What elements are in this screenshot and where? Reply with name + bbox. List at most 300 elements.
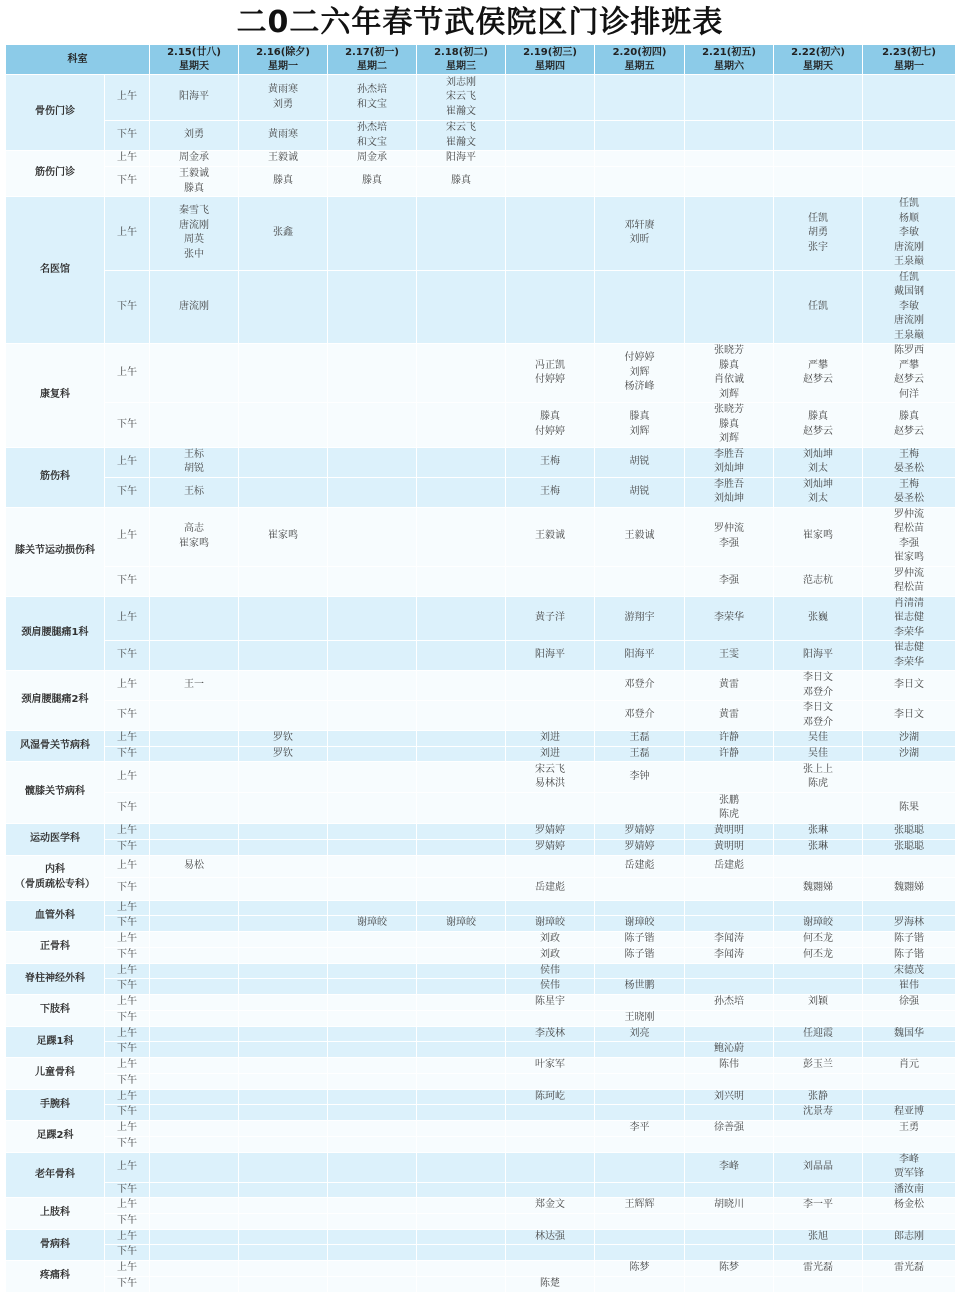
doctor-cell	[595, 900, 685, 916]
doctor-cell: 何丕龙	[774, 932, 863, 948]
doctor-cell	[150, 746, 239, 762]
doctor-cell	[417, 995, 506, 1011]
doctor-cell	[417, 1010, 506, 1026]
schedule-row	[6, 566, 956, 596]
schedule-row	[6, 75, 956, 121]
doctor-cell	[863, 151, 956, 167]
period-label: 上午	[105, 1152, 150, 1182]
dept-name: 手腕科	[6, 1089, 105, 1121]
period-label: 上午	[105, 1198, 150, 1214]
doctor-cell: 王标 胡锐	[150, 447, 239, 477]
period-label: 下午	[105, 1010, 150, 1026]
doctor-cell	[774, 1010, 863, 1026]
doctor-cell	[239, 963, 328, 979]
doctor-cell: 陈子锴	[863, 947, 956, 963]
doctor-cell	[417, 932, 506, 948]
doctor-cell: 沈景寿	[774, 1105, 863, 1121]
doctor-cell	[150, 1182, 239, 1198]
doctor-cell	[774, 793, 863, 824]
dept-name: 颈肩腰腿痛1科	[6, 596, 105, 671]
doctor-cell	[150, 877, 239, 900]
doctor-cell	[595, 121, 685, 151]
doctor-cell	[774, 855, 863, 877]
schedule-row	[6, 641, 956, 671]
doctor-cell	[239, 1089, 328, 1105]
doctor-cell	[595, 877, 685, 900]
period-label: 下午	[105, 477, 150, 507]
schedule-row	[6, 1026, 956, 1042]
doctor-cell: 唐流刚	[150, 270, 239, 344]
period-label: 下午	[105, 1182, 150, 1198]
doctor-cell: 王标	[150, 477, 239, 507]
doctor-cell: 胡锐	[595, 477, 685, 507]
dept-name: 足踝2科	[6, 1121, 105, 1153]
doctor-cell: 谢璋皎	[328, 916, 417, 932]
doctor-cell	[150, 1121, 239, 1137]
doctor-cell: 杨金松	[863, 1198, 956, 1214]
doctor-cell	[150, 344, 239, 403]
doctor-cell: 李日文	[863, 701, 956, 731]
doctor-cell: 王毅诚	[506, 507, 595, 566]
period-label: 上午	[105, 1058, 150, 1074]
doctor-cell: 滕真 赵梦云	[863, 403, 956, 448]
doctor-cell	[328, 1121, 417, 1137]
doctor-cell: 阳海平	[150, 75, 239, 121]
schedule-row	[6, 1276, 956, 1292]
doctor-cell	[417, 1089, 506, 1105]
period-label: 下午	[105, 1136, 150, 1152]
doctor-cell: 李一平	[774, 1198, 863, 1214]
doctor-cell: 邓轩赓 刘昕	[595, 197, 685, 271]
doctor-cell: 张旭	[774, 1229, 863, 1245]
doctor-cell	[685, 167, 774, 197]
doctor-cell	[239, 1229, 328, 1245]
period-label: 上午	[105, 197, 150, 271]
doctor-cell: 罗婧婷	[595, 824, 685, 840]
doctor-cell	[595, 1136, 685, 1152]
doctor-cell: 程亚博	[863, 1105, 956, 1121]
dept-name: 髋膝关节病科	[6, 762, 105, 824]
doctor-cell: 张巍	[774, 596, 863, 641]
period-label: 上午	[105, 671, 150, 701]
dept-name: 颈肩腰腿痛2科	[6, 671, 105, 731]
doctor-cell	[685, 197, 774, 271]
doctor-cell	[328, 762, 417, 793]
doctor-cell: 刘颖	[774, 995, 863, 1011]
doctor-cell	[595, 1058, 685, 1074]
period-label: 上午	[105, 932, 150, 948]
doctor-cell	[150, 762, 239, 793]
doctor-cell	[863, 1245, 956, 1261]
doctor-cell	[239, 1245, 328, 1261]
doctor-cell: 任凯 胡勇 张宇	[774, 197, 863, 271]
doctor-cell: 李胜吾 刘灿坤	[685, 477, 774, 507]
period-label: 上午	[105, 447, 150, 477]
doctor-cell: 罗钦	[239, 731, 328, 747]
page-title: 二0二六年春节武侯院区门诊排班表	[236, 5, 724, 40]
doctor-cell	[863, 121, 956, 151]
doctor-cell: 崔家鸣	[774, 507, 863, 566]
period-label: 上午	[105, 731, 150, 747]
doctor-cell	[328, 1026, 417, 1042]
doctor-cell	[417, 1121, 506, 1137]
dept-name: 骨病科	[6, 1229, 105, 1261]
doctor-cell	[239, 671, 328, 701]
doctor-cell	[506, 1121, 595, 1137]
period-label: 上午	[105, 1089, 150, 1105]
period-label: 上午	[105, 1229, 150, 1245]
doctor-cell	[328, 507, 417, 566]
doctor-cell	[150, 1105, 239, 1121]
doctor-cell	[239, 1261, 328, 1277]
period-label: 下午	[105, 270, 150, 344]
doctor-cell: 孙杰培 和文宝	[328, 121, 417, 151]
doctor-cell	[328, 1152, 417, 1182]
doctor-cell	[685, 979, 774, 995]
doctor-cell	[239, 1026, 328, 1042]
doctor-cell: 陈伟	[685, 1058, 774, 1074]
doctor-cell	[685, 900, 774, 916]
doctor-cell	[150, 979, 239, 995]
doctor-cell: 张静	[774, 1089, 863, 1105]
doctor-cell: 沙湖	[863, 731, 956, 747]
doctor-cell	[239, 995, 328, 1011]
doctor-cell: 王勇	[863, 1121, 956, 1137]
doctor-cell	[328, 731, 417, 747]
doctor-cell: 李荣华	[685, 596, 774, 641]
date-header: 2.21(初五) 星期六	[685, 45, 774, 75]
doctor-cell	[685, 1010, 774, 1026]
doctor-cell: 宋德茂	[863, 963, 956, 979]
doctor-cell: 张聪聪	[863, 839, 956, 855]
dept-name: 老年骨科	[6, 1152, 105, 1198]
doctor-cell: 刘晶晶	[774, 1152, 863, 1182]
doctor-cell: 高志 崔家鸣	[150, 507, 239, 566]
doctor-cell	[328, 932, 417, 948]
doctor-cell	[774, 1213, 863, 1229]
doctor-cell	[328, 447, 417, 477]
doctor-cell: 杨世鹏	[595, 979, 685, 995]
dept-name: 康复科	[6, 344, 105, 448]
schedule-row	[6, 151, 956, 167]
schedule-row	[6, 1010, 956, 1026]
date-header: 2.19(初三) 星期四	[506, 45, 595, 75]
doctor-cell	[863, 75, 956, 121]
doctor-cell	[685, 270, 774, 344]
doctor-cell	[774, 167, 863, 197]
period-label: 下午	[105, 1042, 150, 1058]
doctor-cell	[417, 596, 506, 641]
doctor-cell	[595, 1229, 685, 1245]
doctor-cell	[417, 762, 506, 793]
doctor-cell	[685, 1245, 774, 1261]
doctor-cell	[239, 641, 328, 671]
doctor-cell	[328, 270, 417, 344]
doctor-cell	[328, 793, 417, 824]
doctor-cell: 冯正凯 付婷婷	[506, 344, 595, 403]
doctor-cell: 罗婧婷	[506, 824, 595, 840]
doctor-cell: 严攀 赵梦云	[774, 344, 863, 403]
period-label: 下午	[105, 1213, 150, 1229]
doctor-cell: 李闻涛	[685, 947, 774, 963]
doctor-cell	[774, 979, 863, 995]
doctor-cell: 黄雨寒	[239, 121, 328, 151]
doctor-cell: 阳海平	[774, 641, 863, 671]
doctor-cell: 李闻涛	[685, 932, 774, 948]
doctor-cell: 魏翾娣	[774, 877, 863, 900]
doctor-cell	[417, 1152, 506, 1182]
doctor-cell	[150, 932, 239, 948]
schedule-row	[6, 507, 956, 566]
doctor-cell	[417, 1213, 506, 1229]
schedule-row	[6, 1058, 956, 1074]
doctor-cell: 陈梦	[685, 1261, 774, 1277]
doctor-cell: 滕真 付婷婷	[506, 403, 595, 448]
doctor-cell: 滕真	[328, 167, 417, 197]
period-label: 上午	[105, 762, 150, 793]
doctor-cell	[417, 947, 506, 963]
doctor-cell: 李峰 贾军锋	[863, 1152, 956, 1182]
doctor-cell	[774, 900, 863, 916]
doctor-cell	[506, 900, 595, 916]
doctor-cell: 肖元	[863, 1058, 956, 1074]
doctor-cell: 刘灿坤 刘太	[774, 447, 863, 477]
schedule-row	[6, 1213, 956, 1229]
doctor-cell	[595, 1105, 685, 1121]
doctor-cell: 任凯 戴国钢 李敏 唐流刚 王泉巅	[863, 270, 956, 344]
doctor-cell	[328, 1058, 417, 1074]
doctor-cell	[328, 824, 417, 840]
doctor-cell: 王一	[150, 671, 239, 701]
doctor-cell	[328, 671, 417, 701]
doctor-cell	[417, 1182, 506, 1198]
doctor-cell	[328, 1010, 417, 1026]
doctor-cell	[328, 839, 417, 855]
doctor-cell	[685, 1105, 774, 1121]
period-label: 上午	[105, 824, 150, 840]
doctor-cell: 王雯	[685, 641, 774, 671]
doctor-cell: 陈罗西 严攀 赵梦云 何洋	[863, 344, 956, 403]
period-label: 上午	[105, 75, 150, 121]
doctor-cell	[506, 1152, 595, 1182]
doctor-cell: 王梅 晏圣松	[863, 477, 956, 507]
doctor-cell	[506, 671, 595, 701]
doctor-cell	[685, 151, 774, 167]
doctor-cell: 孙杰培	[685, 995, 774, 1011]
period-label: 下午	[105, 1073, 150, 1089]
doctor-cell: 阳海平	[417, 151, 506, 167]
doctor-cell: 叶家军	[506, 1058, 595, 1074]
doctor-cell: 滕真 刘辉	[595, 403, 685, 448]
dept-name: 疼痛科	[6, 1261, 105, 1293]
date-header: 2.23(初七) 星期一	[863, 45, 956, 75]
doctor-cell: 王晓刚	[595, 1010, 685, 1026]
doctor-cell	[863, 1276, 956, 1292]
date-header: 2.20(初四) 星期五	[595, 45, 685, 75]
schedule-row	[6, 916, 956, 932]
doctor-cell	[863, 855, 956, 877]
doctor-cell	[239, 1152, 328, 1182]
doctor-cell: 任迎霞	[774, 1026, 863, 1042]
doctor-cell: 周金承	[150, 151, 239, 167]
doctor-cell	[150, 839, 239, 855]
doctor-cell	[863, 1073, 956, 1089]
doctor-cell	[150, 701, 239, 731]
doctor-cell	[150, 641, 239, 671]
period-label: 上午	[105, 1026, 150, 1042]
doctor-cell	[417, 641, 506, 671]
doctor-cell	[595, 1152, 685, 1182]
doctor-cell: 沙湖	[863, 746, 956, 762]
doctor-cell: 易松	[150, 855, 239, 877]
schedule-row	[6, 1198, 956, 1214]
doctor-cell: 郎志刚	[863, 1229, 956, 1245]
doctor-cell	[863, 1010, 956, 1026]
schedule-row	[6, 839, 956, 855]
doctor-cell: 罗仲流 程松苗 李强 崔家鸣	[863, 507, 956, 566]
period-label: 上午	[105, 900, 150, 916]
doctor-cell	[417, 1198, 506, 1214]
doctor-cell: 王辉辉	[595, 1198, 685, 1214]
dept-name: 筋伤科	[6, 447, 105, 507]
doctor-cell	[595, 566, 685, 596]
doctor-cell	[328, 1276, 417, 1292]
doctor-cell	[150, 566, 239, 596]
doctor-cell	[328, 1229, 417, 1245]
doctor-cell	[595, 1182, 685, 1198]
schedule-row	[6, 1042, 956, 1058]
doctor-cell	[863, 1213, 956, 1229]
period-label: 下午	[105, 979, 150, 995]
schedule-row	[6, 1182, 956, 1198]
doctor-cell: 胡锐	[595, 447, 685, 477]
doctor-cell	[863, 1089, 956, 1105]
doctor-cell: 孙杰培 和文宝	[328, 75, 417, 121]
doctor-cell	[774, 121, 863, 151]
doctor-cell: 黄雷	[685, 671, 774, 701]
doctor-cell	[595, 1089, 685, 1105]
doctor-cell	[417, 1042, 506, 1058]
doctor-cell	[595, 151, 685, 167]
doctor-cell	[150, 1245, 239, 1261]
doctor-cell	[417, 477, 506, 507]
doctor-cell	[863, 900, 956, 916]
doctor-cell	[239, 701, 328, 731]
schedule-row	[6, 701, 956, 731]
doctor-cell: 谢璋皎	[595, 916, 685, 932]
doctor-cell	[685, 1182, 774, 1198]
doctor-cell: 王梅 晏圣松	[863, 447, 956, 477]
doctor-cell: 王毅诚	[595, 507, 685, 566]
doctor-cell	[417, 507, 506, 566]
doctor-cell: 张聪聪	[863, 824, 956, 840]
doctor-cell: 陈子锴	[595, 947, 685, 963]
doctor-cell: 刘进	[506, 731, 595, 747]
doctor-cell: 游翔宇	[595, 596, 685, 641]
doctor-cell	[239, 344, 328, 403]
schedule-row	[6, 995, 956, 1011]
doctor-cell	[417, 447, 506, 477]
doctor-cell	[239, 877, 328, 900]
doctor-cell: 岳建彪	[506, 877, 595, 900]
doctor-cell	[239, 1276, 328, 1292]
doctor-cell: 任凯 杨顺 李敏 唐流刚 王泉巅	[863, 197, 956, 271]
dept-name: 筋伤门诊	[6, 151, 105, 197]
doctor-cell: 张晓芳 滕真 肖依诚 刘辉	[685, 344, 774, 403]
doctor-cell: 张琳	[774, 839, 863, 855]
schedule-row	[6, 1152, 956, 1182]
dept-name: 名医馆	[6, 197, 105, 344]
date-header: 2.15(廿八) 星期天	[150, 45, 239, 75]
doctor-cell	[506, 1182, 595, 1198]
doctor-cell: 范志杭	[774, 566, 863, 596]
doctor-cell: 周金承	[328, 151, 417, 167]
doctor-cell	[239, 477, 328, 507]
doctor-cell	[239, 1105, 328, 1121]
period-label: 上午	[105, 507, 150, 566]
schedule-row	[6, 477, 956, 507]
doctor-cell: 李日文 邓登介	[774, 701, 863, 731]
doctor-cell	[685, 916, 774, 932]
doctor-cell	[328, 197, 417, 271]
doctor-cell	[328, 1182, 417, 1198]
doctor-cell	[417, 270, 506, 344]
period-label: 下午	[105, 839, 150, 855]
period-label: 下午	[105, 403, 150, 448]
doctor-cell	[239, 1010, 328, 1026]
doctor-cell	[239, 916, 328, 932]
doctor-cell	[685, 877, 774, 900]
doctor-cell	[595, 167, 685, 197]
doctor-cell	[239, 1042, 328, 1058]
doctor-cell	[863, 762, 956, 793]
doctor-cell: 刘志刚 宋云飞 崔瀚文	[417, 75, 506, 121]
doctor-cell: 鲍沁蔚	[685, 1042, 774, 1058]
doctor-cell	[328, 979, 417, 995]
dept-name: 风湿骨关节病科	[6, 731, 105, 762]
doctor-cell	[595, 1245, 685, 1261]
doctor-cell	[328, 746, 417, 762]
doctor-cell	[595, 963, 685, 979]
doctor-cell	[774, 1245, 863, 1261]
doctor-cell: 魏国华	[863, 1026, 956, 1042]
doctor-cell	[417, 900, 506, 916]
doctor-cell	[595, 793, 685, 824]
doctor-cell: 李茂林	[506, 1026, 595, 1042]
period-label: 下午	[105, 793, 150, 824]
doctor-cell	[417, 1136, 506, 1152]
doctor-cell: 刘政	[506, 947, 595, 963]
doctor-cell: 吴佳	[774, 731, 863, 747]
doctor-cell	[239, 979, 328, 995]
doctor-cell	[595, 1042, 685, 1058]
doctor-cell	[239, 403, 328, 448]
schedule-row	[6, 197, 956, 271]
dept-header: 科室	[6, 45, 150, 75]
doctor-cell	[506, 121, 595, 151]
doctor-cell	[150, 1213, 239, 1229]
doctor-cell: 谢璋皎	[417, 916, 506, 932]
doctor-cell	[328, 1073, 417, 1089]
schedule-row	[6, 979, 956, 995]
doctor-cell	[595, 1276, 685, 1292]
doctor-cell	[506, 1261, 595, 1277]
doctor-cell	[774, 1182, 863, 1198]
dept-name: 运动医学科	[6, 824, 105, 856]
doctor-cell: 崔志健 李荣华	[863, 641, 956, 671]
doctor-cell	[150, 900, 239, 916]
doctor-cell	[417, 824, 506, 840]
